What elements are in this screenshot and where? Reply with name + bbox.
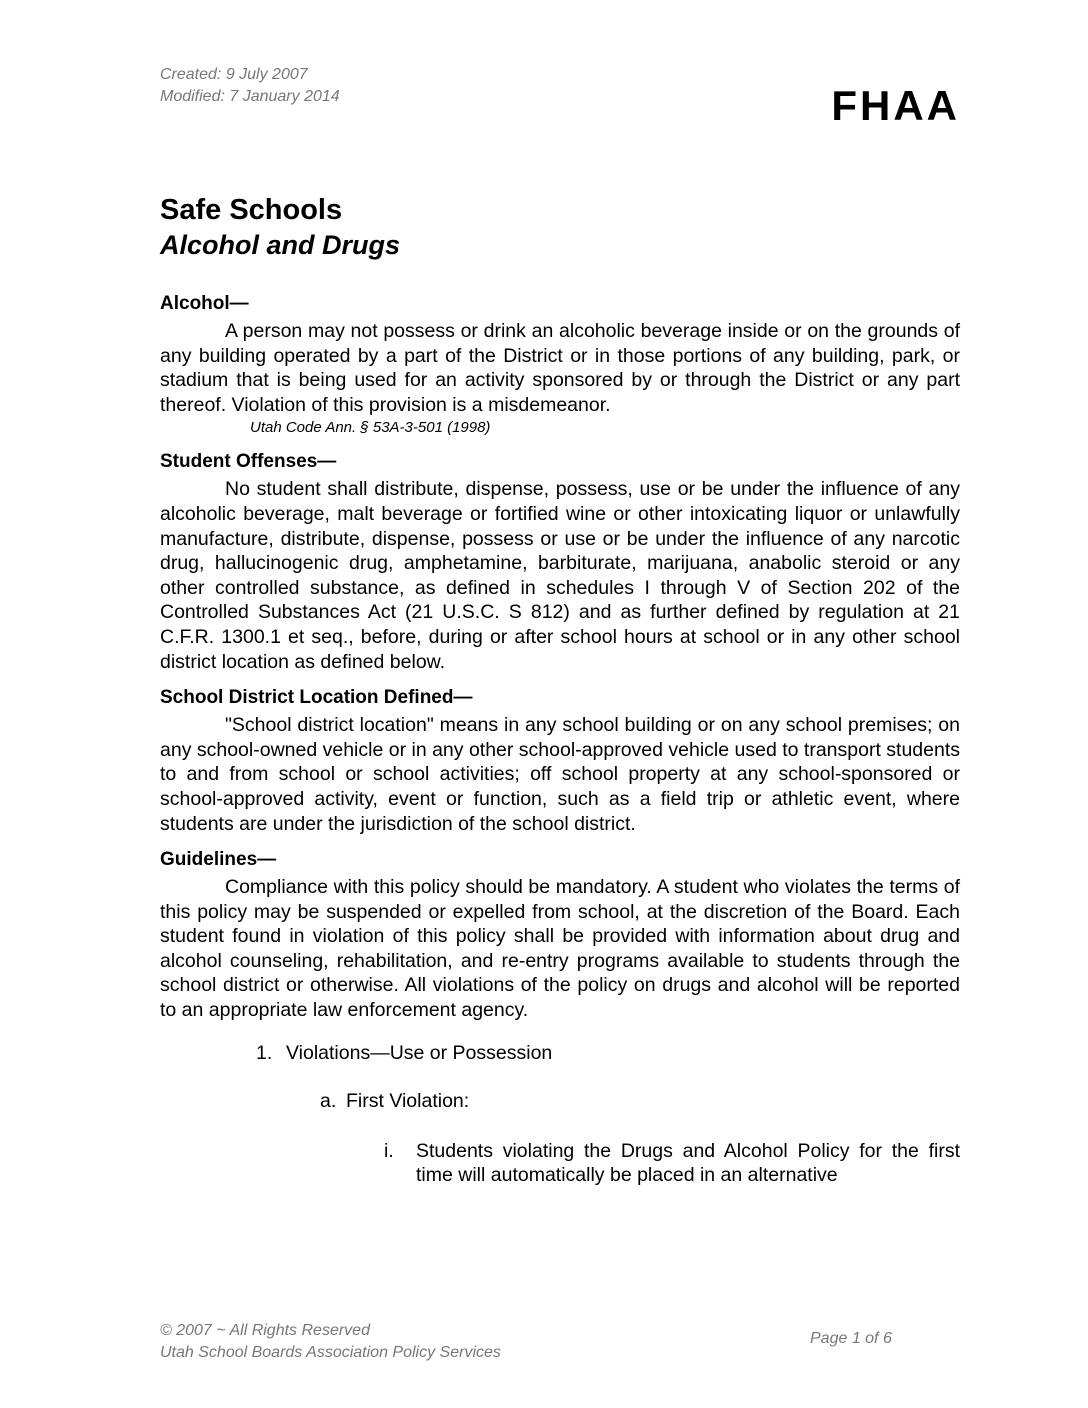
section-body-guidelines: Compliance with this policy should be mandatory. A student who violates the terms of this policy may be suspended or expelled from school, at the discretion of the Board. Each student found in violation of this policy shall be provided with information about drug and alcohol counseling, rehabilitation, and re-entry programs available to students through the school district or otherwise. All violations of the policy on drugs and alcohol will be reported to an appropriate law enforcement agency. [160, 876, 960, 1022]
legal-citation: Utah Code Ann. § 53A-3-501 (1998) [250, 419, 491, 437]
section-heading-alcohol: Alcohol— [160, 293, 249, 314]
copyright-text: © 2007 ~ All Rights Reserved [160, 1322, 370, 1339]
list-text: First Violation: [346, 1089, 470, 1112]
page-number: Page 1 of 6 [810, 1330, 892, 1347]
section-body-alcohol: A person may not possess or drink an alcoholic beverage inside or on the grounds of any building operated by a part of the District or in those portions of any building, park, or stadium that is being used for an activity sponsored by or through the District or any part thereof. Violation of this provision is a misdemeanor. [160, 320, 960, 416]
modified-date: Modified: 7 January 2014 [160, 88, 340, 105]
list-number: a. [320, 1089, 337, 1112]
footer [160, 1320, 501, 1364]
section-heading-location: School District Location Defined— [160, 687, 473, 709]
section-heading-student-offenses: Student Offenses— [160, 451, 337, 473]
list-text: Violations—Use or Possession [286, 1041, 553, 1064]
organization-text: Utah School Boards Association Policy Services [160, 1344, 501, 1361]
created-date: Created: 9 July 2007 [160, 66, 308, 83]
list-number: 1. [256, 1041, 273, 1064]
section-body-location: "School district location" means in any school building or on any school premises; on any school-owned vehicle or in any other school-approved vehicle used to transport students to and from school or school activities; off school property at any school-sponsored or school-approved activity, event or function, such as a field trip or athletic event, where students are under the jurisdiction of the school district. [160, 714, 960, 835]
section-body-student-offenses: No student shall distribute, dispense, possess, use or be under the influence of any alcoholic beverage, malt beverage or fortified wine or other intoxicating liquor or unlawfully manufacture, distribute, dispense, possess or use or be under the influence of any narcotic drug, hallucinogenic drug, amphetamine, barbiturate, marijuana, anabolic steroid or any other controlled substance, as defined in schedules I through V of Section 202 of the Controlled Substances Act (21 U.S.C. S 812) and as further defined by regulation at 21 C.F.R. 1300.1 et seq., before, during or after school hours at school or in any other school district location as defined below. [160, 478, 960, 673]
list-item [384, 1139, 960, 1188]
list-item [320, 1089, 960, 1113]
list-text: Students violating the Drugs and Alcohol Policy for the first time will automatically be placed in an alternative [416, 1139, 960, 1187]
page-title: Safe Schools [160, 194, 343, 226]
policy-code: FHAA [831, 82, 960, 129]
document-body [160, 192, 960, 1188]
list-item [256, 1041, 960, 1065]
section-heading-guidelines: Guidelines— [160, 849, 277, 871]
list-number: i. [384, 1139, 394, 1162]
page-subtitle: Alcohol and Drugs [160, 230, 401, 260]
document-metadata [160, 64, 340, 108]
